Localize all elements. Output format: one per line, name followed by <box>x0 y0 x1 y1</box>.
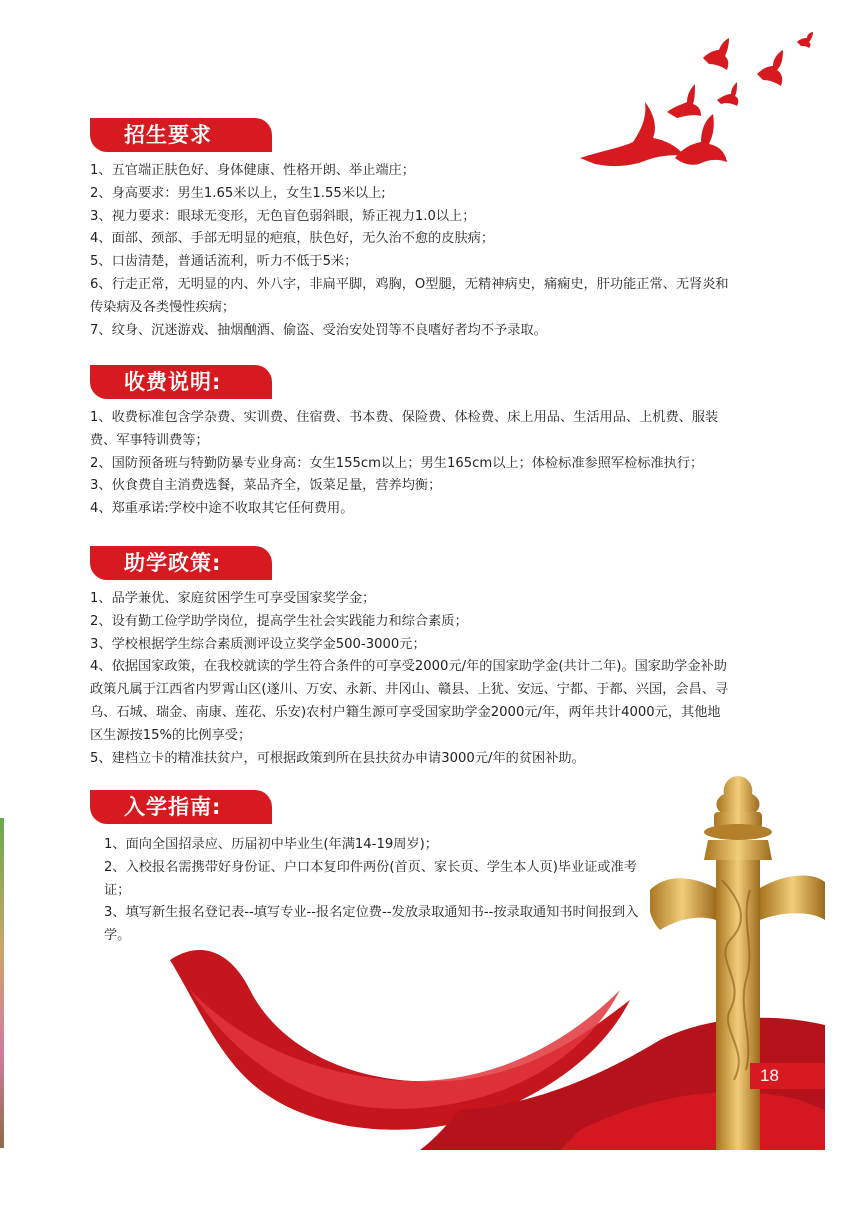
list-item: 1、收费标准包含学杂费、实训费、住宿费、书本费、保险费、体检费、床上用品、生活用品、上机费、服装费、军事特训费等； <box>90 410 719 448</box>
list-item: 3、学校根据学生综合素质测评设立奖学金500-3000元； <box>90 636 426 652</box>
section-title-financial-aid: 助学政策: <box>90 546 272 580</box>
list-item: 2、设有勤工俭学助学岗位，提高学生社会实践能力和综合素质； <box>90 613 468 629</box>
list-item: 3、填写新生报名登记表--填写专业--报名定位费--发放录取通知书--按录取通知书时间报到入学。 <box>104 905 639 944</box>
huabiao-column-decoration <box>650 770 825 1150</box>
list-item: 1、五官端正肤色好、身体健康、性格开朗、举止端庄； <box>90 163 415 178</box>
list-item: 3、伙食费自主消费选餐，菜品齐全，饭菜足量，营养均衡； <box>90 478 442 494</box>
enrollment-requirements-list <box>90 160 730 342</box>
list-item: 4、郑重承诺:学校中途不收取其它任何费用。 <box>90 501 354 517</box>
list-item: 1、面向全国招录应、历届初中毕业生(年满14-19周岁)； <box>104 837 438 852</box>
section-title-admission-guide: 入学指南: <box>90 790 272 824</box>
list-item: 7、纹身、沉迷游戏、抽烟酗酒、偷盗、受治安处罚等不良嗜好者均不予录取。 <box>90 322 547 338</box>
list-item: 2、入校报名需携带好身份证、户口本复印件两份(首页、家长页、学生本人页)毕业证或准考证； <box>104 859 637 898</box>
list-item: 2、身高要求：男生1.65米以上，女生1.55米以上; <box>90 185 386 201</box>
dove-icon <box>717 82 738 106</box>
list-item: 4、依据国家政策，在我校就读的学生符合条件的可享受2000元/年的国家助学金(共计二年)。国家助学金补助政策凡属于江西省内罗霄山区(遂川、万安、永新、井冈山、赣县、上犹、安远、宁都、于都、兴国，会昌、寻乌、石城、瑞金、南康、莲花、乐安)农村户籍生源可享受国家助学金2000元/年，两年共计4000元，其他地区生源按15%的比例享受； <box>90 659 729 743</box>
list-item: 3、视力要求：眼球无变形，无色盲色弱斜眼，矫正视力1.0以上； <box>90 208 476 224</box>
dove-icon <box>675 114 727 165</box>
fee-description-list <box>90 407 730 521</box>
dove-icon <box>757 50 783 86</box>
list-item: 4、面部、颈部、手部无明显的疤痕，肤色好，无久治不愈的皮肤病； <box>90 231 495 247</box>
list-item: 5、口齿清楚，普通话流利，听力不低于5米； <box>90 254 358 270</box>
page-number: 18 <box>750 1063 825 1089</box>
list-item: 2、国防预备班与特勤防暴专业身高：女生155cm以上；男生165cm以上；体检标准参照军检标准执行； <box>90 455 704 471</box>
list-item: 1、品学兼优、家庭贫困学生可享受国家奖学金； <box>90 591 376 606</box>
dove-icon <box>667 84 701 118</box>
financial-aid-list <box>90 588 730 770</box>
list-item: 5、建档立卡的精准扶贫户，可根据政策到所在县扶贫办申请3000元/年的贫困补助。 <box>90 750 585 766</box>
section-title-fee-description: 收费说明: <box>90 365 272 399</box>
section-title-enrollment-requirements: 招生要求 <box>90 118 272 152</box>
list-item: 6、行走正常，无明显的内、外八字，非扁平脚，鸡胸，O型腿，无精神病史，痛痫史，肝功能正常、无肾炎和传染病及各类慢性疾病； <box>90 276 729 315</box>
left-photo-strip <box>0 818 4 1148</box>
dove-icon <box>797 32 813 48</box>
dove-icon <box>703 38 729 70</box>
